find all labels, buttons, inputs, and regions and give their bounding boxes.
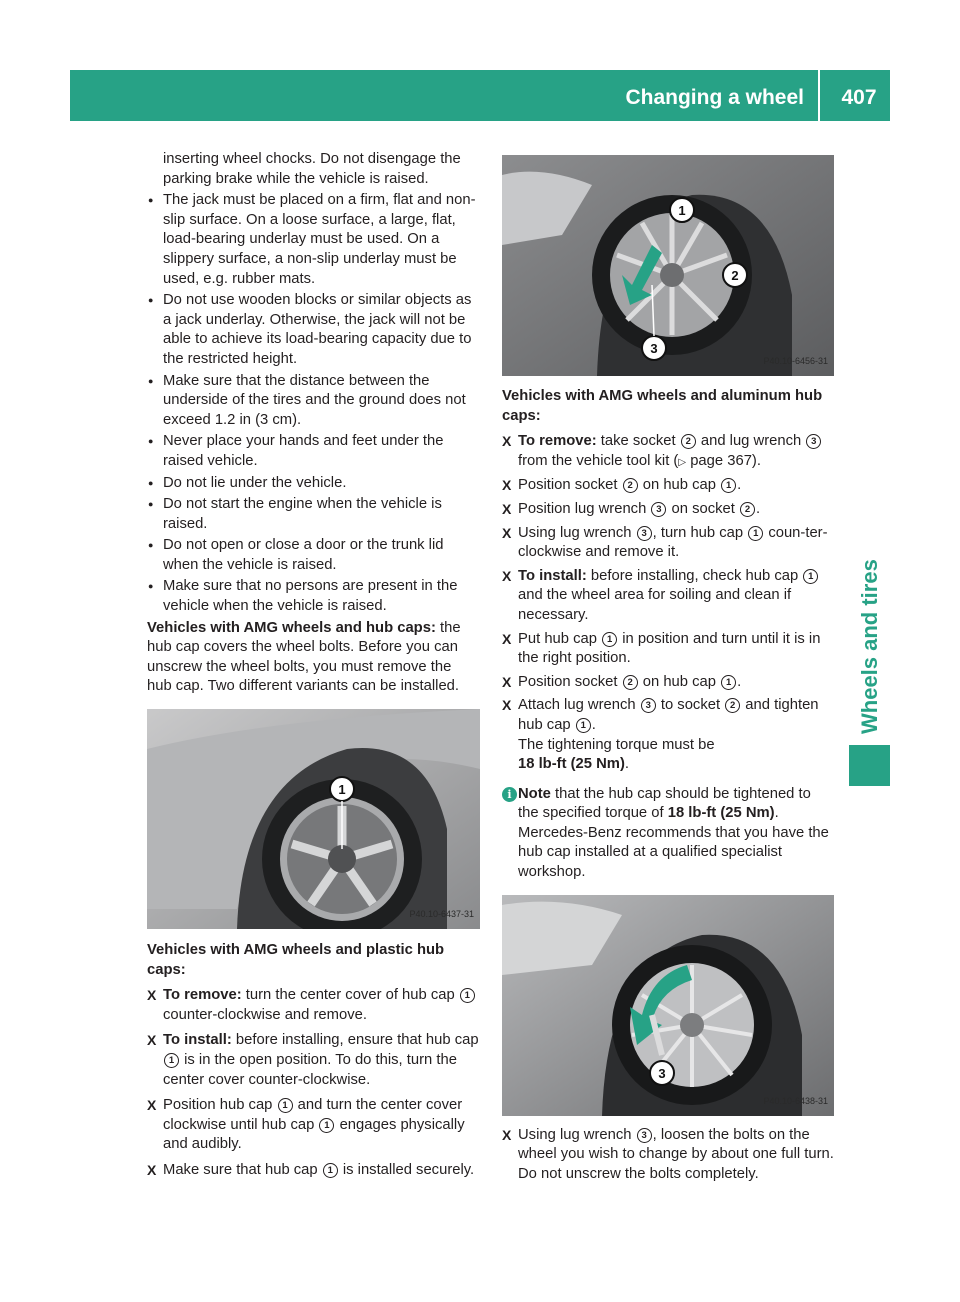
note-block: i Note that the hub cap should be tightened to the specified torque of 18 lb-ft (25 Nm). Mercedes-Benz recommends that you have the hub cap installed at a qualified specialist workshop. (502, 785, 834, 883)
bullet-item: ● Do not start the engine when the vehicle is raised. (147, 495, 480, 534)
ref-3: 3 (637, 1128, 652, 1143)
step-item: X Position hub cap 1 and turn the center cover clockwise until hub cap 1 engages physically and audibly. (147, 1097, 465, 1153)
figure-aluminum-hubcap (502, 155, 834, 376)
step-arrow: X (502, 477, 512, 494)
ref-1: 1 (319, 1118, 334, 1133)
hubcap-heading: Vehicles with AMG wheels and hub caps: (147, 619, 436, 636)
page-link[interactable]: page 367). (690, 452, 761, 469)
page-number: 407 (841, 86, 877, 109)
figure-code: P40.10-6438-31 (763, 1096, 828, 1107)
step-arrow: X (502, 433, 512, 450)
section-title: Changing a wheel (625, 70, 820, 121)
bullet-item: ● Make sure that the distance between the underside of the tires and the ground does not exceed 1.2 in (3 cm). (147, 372, 480, 431)
callout-3: 3 (658, 1065, 666, 1081)
step-arrow: X (147, 987, 157, 1004)
step-arrow: X (147, 1032, 157, 1049)
chapter-tab-label: Wheels and tires (857, 559, 882, 734)
ref-1: 1 (721, 675, 736, 690)
callout-1: 1 (678, 203, 686, 218)
wheel-illustration-3 (502, 895, 834, 1116)
figure-code: P40.10-6456-31 (763, 356, 828, 367)
bullet-item: ● The jack must be placed on a firm, flat and non-slip surface. On a loose surface, a large, flat, load-bearing underlay must be used. On a slippery surface, a non-slip underlay must be used, e.g. rubber mats. (147, 191, 480, 289)
ref-1: 1 (721, 478, 736, 493)
page-header (70, 70, 890, 121)
bullet-item: ● Never place your hands and feet under the raised vehicle. (147, 432, 480, 471)
ref-3: 3 (651, 502, 666, 517)
step-item: X Using lug wrench 3 , turn hub cap 1 coun-ter-clockwise and remove it. (502, 524, 828, 561)
ref-1: 1 (164, 1053, 179, 1068)
chapter-tab (849, 122, 890, 734)
ref-2: 2 (623, 478, 638, 493)
ref-1: 1 (803, 569, 818, 584)
aluminum-heading: Vehicles with AMG wheels and aluminum hub caps: (502, 388, 823, 424)
chapter-marker (849, 745, 890, 786)
intro-text: inserting wheel chocks. Do not disengage the parking brake while the vehicle is raised. (163, 151, 461, 187)
ref-3: 3 (641, 698, 656, 713)
plastic-heading: Vehicles with AMG wheels and plastic hub caps: (147, 942, 445, 978)
step-arrow: X (502, 697, 512, 714)
info-icon: i (502, 787, 517, 802)
callout-2: 2 (731, 268, 739, 283)
wheel-illustration-1 (147, 709, 480, 929)
ref-2: 2 (725, 698, 740, 713)
callout-1: 1 (338, 782, 346, 798)
step-item: X Position lug wrench 3 on socket 2 . (502, 500, 834, 520)
ref-1: 1 (460, 988, 475, 1003)
callout-3: 3 (650, 341, 658, 356)
step-item: X Using lug wrench 3 , loosen the bolts on the wheel you wish to change by about one full turn. Do not unscrew the bolts completely. (502, 1126, 834, 1182)
ref-1: 1 (602, 632, 617, 647)
step-arrow: X (147, 1097, 157, 1114)
ref-1: 1 (278, 1098, 293, 1113)
torque-value-line: 18 lb-ft (25 Nm). (518, 756, 630, 773)
ref-1: 1 (323, 1163, 338, 1178)
bullet-item: ● Make sure that no persons are present in the vehicle when the vehicle is raised. (147, 577, 480, 616)
step-item: X Make sure that hub cap 1 is installed securely. (147, 1161, 480, 1181)
note-label: Note (518, 785, 551, 802)
step-arrow: X (502, 630, 512, 647)
figure-loosen-bolts (502, 895, 834, 1116)
left-column (147, 150, 480, 1181)
ref-3: 3 (806, 434, 821, 449)
ref-1: 1 (748, 526, 763, 541)
step-arrow: X (502, 500, 512, 517)
ref-2: 2 (623, 675, 638, 690)
step-item: X To remove: turn the center cover of hub cap 1 counter-clockwise and remove. (147, 986, 480, 1025)
step-item: X Position socket 2 on hub cap 1 . (502, 476, 834, 496)
bullet-item: ● Do not lie under the vehicle. (147, 474, 480, 494)
step-arrow: X (147, 1161, 157, 1178)
step-item: X To remove: take socket 2 and lug wrench 3 from the vehicle tool kit (▷ page 367). (502, 432, 834, 472)
step-arrow: X (502, 524, 512, 541)
torque-sub: The tightening torque must be (518, 736, 715, 753)
ref-2: 2 (740, 502, 755, 517)
hubcap-paragraph: Vehicles with AMG wheels and hub caps: the hub cap covers the wheel bolts. Before you can unscrew the wheel bolts, you must remove the hub cap. Two different variants can be installed. (147, 619, 461, 695)
step-item: X Put hub cap 1 in position and turn until it is in the right position. (502, 630, 821, 667)
bullet-item: ● Do not open or close a door or the trunk lid when the vehicle is raised. (147, 536, 480, 575)
figure-plastic-hubcap (147, 709, 480, 929)
step-arrow: X (502, 1126, 512, 1143)
step-arrow: X (502, 673, 512, 690)
page-ref-icon: ▷ (678, 456, 687, 468)
step-item: X To install: before installing, check hub cap 1 and the wheel area for soiling and clean if necessary. (502, 567, 834, 626)
wheel-illustration-2 (502, 155, 834, 376)
step-item: X Position socket 2 on hub cap 1 . (502, 673, 834, 693)
step-item: X To install: before installing, ensure that hub cap 1 is in the open position. To do this, turn the center cover counter-clockwise. (147, 1032, 479, 1088)
step-item: X Attach lug wrench 3 to socket 2 and tighten hub cap 1 . The tightening torque must be 18 lb-ft (25 Nm). (502, 696, 834, 774)
ref-1: 1 (576, 718, 591, 733)
bullet-item: ● Do not use wooden blocks or similar objects as a jack underlay. Otherwise, the jack will not be able to achieve its load-bearing capacity due to the restricted height. (147, 291, 480, 369)
figure-code: P40.10-6437-31 (409, 909, 474, 920)
step-arrow: X (502, 567, 512, 584)
ref-2: 2 (681, 434, 696, 449)
right-column (502, 155, 834, 1184)
ref-3: 3 (637, 526, 652, 541)
